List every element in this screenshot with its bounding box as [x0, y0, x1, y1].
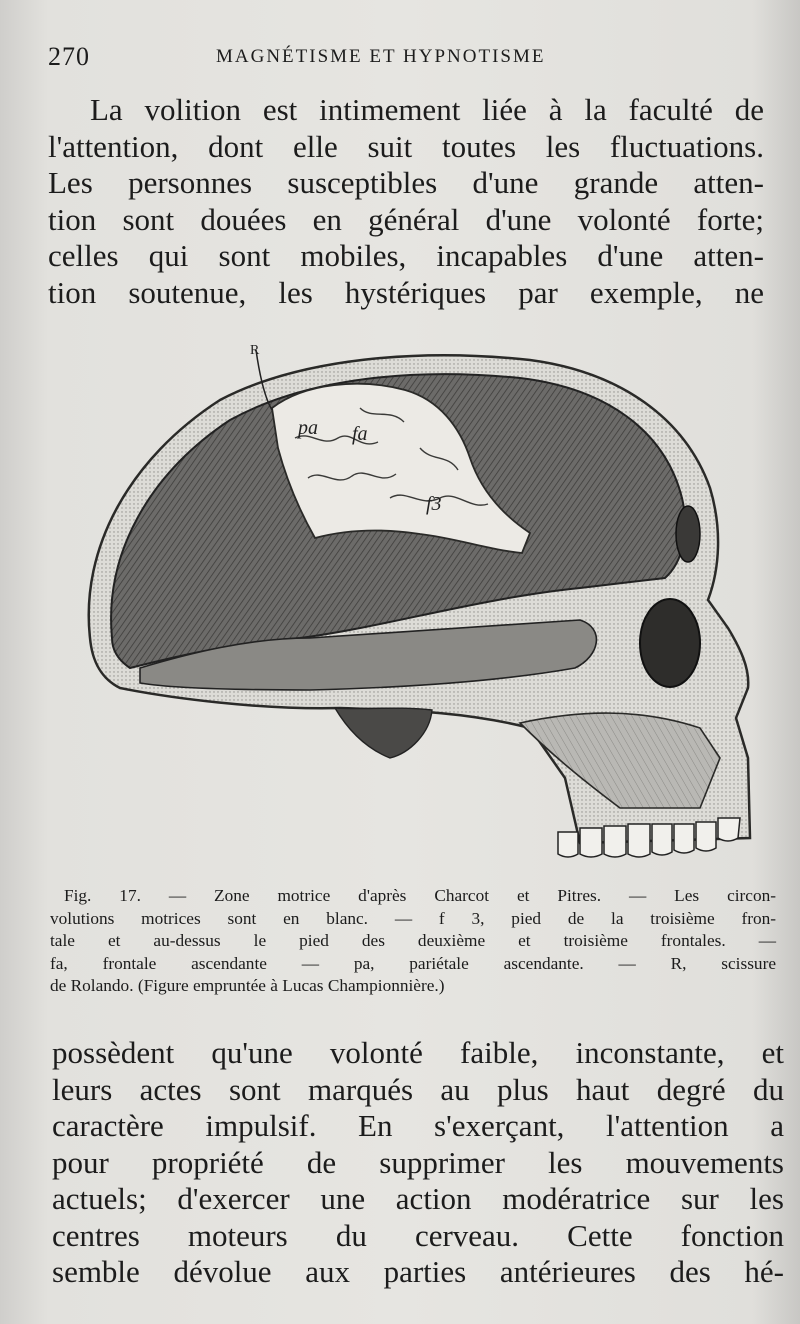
label-pa: pa: [298, 417, 318, 439]
text-line: tion sont douées en général d'une volonté forte;: [48, 201, 764, 237]
text-line: actuels; d'exercer une action modératrice sur les: [52, 1181, 784, 1216]
text-line: leurs actes sont marqués au plus haut degré du: [52, 1071, 784, 1107]
label-rolando: R: [250, 343, 260, 358]
label-f3: f3: [426, 493, 442, 515]
caption-line: tale et au-dessus le pied des deuxième et troisième frontales. —: [50, 931, 776, 950]
text-line: caractère impulsif. En s'exerçant, l'attention a: [52, 1108, 784, 1143]
text-line: centres moteurs du cerveau. Cette fonction: [52, 1217, 784, 1253]
text-line: La volition est intimement liée à la faculté de: [90, 92, 764, 127]
running-title: MAGNÉTISME ET HYPNOTISME: [216, 46, 546, 67]
figure-caption: [50, 885, 776, 998]
text-line: tion soutenue, les hystériques par exemple, ne: [48, 274, 764, 310]
paragraph-top: [48, 92, 764, 311]
text-line: l'attention, dont elle suit toutes les fluctuations.: [48, 128, 764, 164]
brain-skull-illustration: [60, 338, 760, 868]
caption-line: Fig. 17. — Zone motrice d'après Charcot et Pitres. — Les circon-: [64, 886, 776, 905]
paragraph-bottom: [52, 1035, 784, 1291]
text-line: pour propriété de supprimer les mouvements: [52, 1144, 784, 1180]
page-number: 270: [48, 42, 90, 71]
text-line: celles qui sont mobiles, incapables d'une atten-: [48, 238, 764, 273]
caption-line: volutions motrices sont en blanc. — f 3, pied de la troisième fron-: [50, 908, 776, 928]
text-line: possèdent qu'une volonté faible, inconstante, et: [52, 1035, 784, 1070]
caption-line: fa, frontale ascendante — pa, pariétale ascendante. — R, scissure: [50, 953, 776, 973]
page-header: [48, 42, 638, 72]
text-line: semble dévolue aux parties antérieures des hé-: [52, 1254, 784, 1289]
text-line: Les personnes susceptibles d'une grande atten-: [48, 165, 764, 200]
caption-line: de Rolando. (Figure empruntée à Lucas Championnière.): [50, 976, 445, 995]
label-fa: fa: [352, 423, 368, 445]
